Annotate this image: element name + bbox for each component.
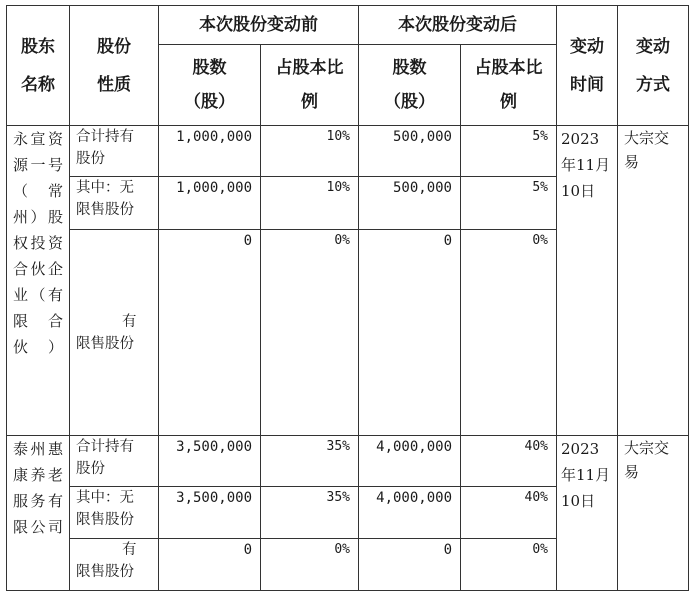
- share-nature: 合计持有 股份: [70, 126, 159, 177]
- after-ratio: 40%: [461, 487, 557, 539]
- before-ratio: 10%: [261, 177, 359, 230]
- after-ratio: 0%: [461, 230, 557, 436]
- after-ratio: 5%: [461, 126, 557, 177]
- before-shares: 1,000,000: [159, 126, 261, 177]
- header-before-shares: 股数 （股）: [159, 45, 261, 126]
- after-shares: 500,000: [359, 126, 461, 177]
- share-nature: 有 限售股份: [70, 539, 159, 591]
- header-after-ratio: 占股本比 例: [461, 45, 557, 126]
- header-change-time: 变动 时间: [557, 6, 618, 126]
- before-ratio: 35%: [261, 487, 359, 539]
- before-shares: 3,500,000: [159, 487, 261, 539]
- holder-name: 泰州惠康养老服务有限公司: [7, 436, 70, 591]
- change-time: 2023年11月10日: [557, 436, 618, 591]
- change-method: 大宗交易: [618, 436, 689, 591]
- before-ratio: 10%: [261, 126, 359, 177]
- after-shares: 500,000: [359, 177, 461, 230]
- share-nature: 其中：无 限售股份: [70, 177, 159, 230]
- before-ratio: 35%: [261, 436, 359, 487]
- after-shares: 4,000,000: [359, 436, 461, 487]
- after-shares: 4,000,000: [359, 487, 461, 539]
- share-nature: 其中：无 限售股份: [70, 487, 159, 539]
- change-time: 2023年11月10日: [557, 126, 618, 436]
- header-change-method: 变动 方式: [618, 6, 689, 126]
- before-shares: 3,500,000: [159, 436, 261, 487]
- change-method: 大宗交易: [618, 126, 689, 436]
- after-shares: 0: [359, 539, 461, 591]
- after-ratio: 40%: [461, 436, 557, 487]
- holder-name: 永宣资源一号（常州）股权投资合伙企业（有限合伙）: [7, 126, 70, 436]
- shareholding-change-table: [6, 5, 689, 591]
- table-row: [7, 436, 689, 487]
- before-ratio: 0%: [261, 539, 359, 591]
- header-holder-name: 股东 名称: [7, 6, 70, 126]
- before-shares: 1,000,000: [159, 177, 261, 230]
- before-ratio: 0%: [261, 230, 359, 436]
- header-before-ratio: 占股本比 例: [261, 45, 359, 126]
- header-before-change: 本次股份变动前: [159, 6, 359, 45]
- header-after-shares: 股数 （股）: [359, 45, 461, 126]
- after-shares: 0: [359, 230, 461, 436]
- before-shares: 0: [159, 539, 261, 591]
- header-row-1: [7, 6, 689, 45]
- share-nature: 有 限售股份: [70, 230, 159, 436]
- share-nature: 合计持有 股份: [70, 436, 159, 487]
- after-ratio: 5%: [461, 177, 557, 230]
- table-row: [7, 126, 689, 177]
- before-shares: 0: [159, 230, 261, 436]
- after-ratio: 0%: [461, 539, 557, 591]
- header-after-change: 本次股份变动后: [359, 6, 557, 45]
- header-share-nature: 股份 性质: [70, 6, 159, 126]
